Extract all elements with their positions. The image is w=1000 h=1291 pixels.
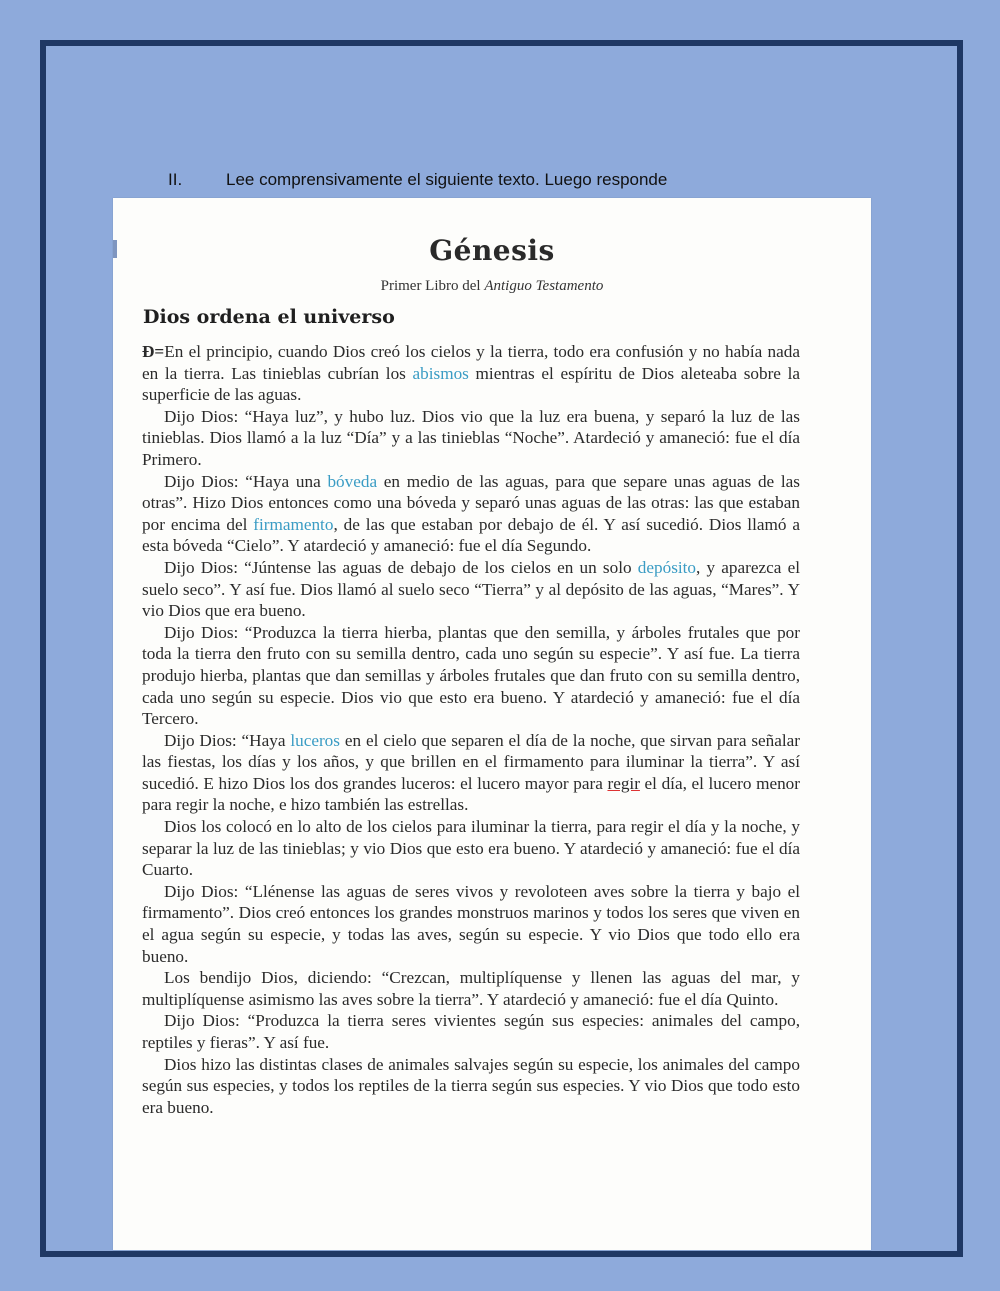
document-title: Génesis bbox=[429, 234, 555, 267]
text-run: , y aparezca el suelo seco”. Y así fue. Dios llamó al suelo seco “Tierra” y al depósito de las aguas, “Mares”. Y vio Dios que era bueno. bbox=[142, 557, 800, 621]
document-subtitle bbox=[113, 278, 871, 295]
text-run: el día, el lucero menor para regir la noche, e hizo también las estrellas. bbox=[142, 773, 800, 815]
keyword-boveda: bóveda bbox=[327, 471, 378, 491]
paragraph bbox=[142, 471, 800, 557]
underlined-word: regir bbox=[607, 773, 640, 793]
body-text bbox=[142, 341, 800, 1118]
keyword-abismos: abismos bbox=[412, 363, 469, 383]
paragraph bbox=[142, 557, 800, 622]
paragraph bbox=[142, 730, 800, 816]
text-run: Dijo Dios: “Haya bbox=[164, 730, 291, 750]
section-heading: Dios ordena el universo bbox=[143, 306, 395, 328]
paragraph: Los bendijo Dios, diciendo: “Crezcan, multiplíquense y llenen las aguas del mar, y multiplíquense asimismo las aves sobre la tierra”. Y atardeció y amaneció: fue el día Quinto. bbox=[142, 968, 800, 1009]
verse-marker: Ð= bbox=[142, 342, 165, 361]
paragraph bbox=[142, 341, 800, 406]
keyword-deposito: depósito bbox=[637, 557, 697, 577]
instruction-number: II. bbox=[168, 170, 183, 189]
paragraph: Dijo Dios: “Produzca la tierra hierba, plantas que den semilla, y árboles frutales que por toda la tierra den fruto con su semilla dentro, cada uno según su especie”. Y así fue. La tierra produjo hierba, plantas que dan semillas y árboles frutales que dan fruto con su semilla dentro, cada uno según su especie. Dios vio que esto era bueno. Y atardeció y amaneció: fue el día Tercero. bbox=[142, 622, 800, 729]
instruction-text: Lee comprensivamente el siguiente texto. Luego responde bbox=[226, 170, 668, 189]
keyword-luceros: luceros bbox=[290, 730, 340, 750]
paragraph: Dijo Dios: “Llénense las aguas de seres vivos y revoloteen aves sobre la tierra y bajo el firmamento”. Dios creó entonces los grandes monstruos marinos y todos los seres que viven en el agua según su especie, y todas las aves, según su especie. Y vio Dios que todo ello era bueno. bbox=[142, 881, 800, 966]
text-run: en el cielo que separen el día de la noche, que sirvan para señalar las fiestas, los días y los años, y que brillen en el firmamento para iluminar la tierra”. Y así sucedió. E hizo Dios los dos grandes luceros: el lucero mayor para bbox=[142, 730, 800, 793]
paragraph: Dios los colocó en lo alto de los cielos para iluminar la tierra, para regir el día y la noche, y separar la luz de las tinieblas; y vio Dios que esto era bueno. Y atardeció y amaneció: fue el día Cuarto. bbox=[142, 817, 800, 880]
paragraph: Dijo Dios: “Haya luz”, y hubo luz. Dios vio que la luz era buena, y separó la luz de las tinieblas. Dios llamó a la luz “Día” y a las tinieblas “Noche”. Atardeció y amaneció: fue el día Primero. bbox=[142, 406, 800, 469]
text-run: , de las que estaban por debajo de él. Y así sucedió. Dios llamó a esta bóveda “Cielo”. Y atardeció y amaneció: fue el día Segundo. bbox=[142, 514, 800, 556]
text-run: En el principio, cuando Dios creó los cielos y la tierra, todo era confusión y no había nada en la tierra. Las tinieblas cubrían los bbox=[142, 342, 800, 383]
scanned-text-page bbox=[113, 198, 871, 1250]
text-run: mientras el espíritu de Dios aleteaba sobre la superficie de las aguas. bbox=[142, 363, 800, 405]
text-run: en medio de las aguas, para que separe unas aguas de las otras”. Hizo Dios entonces como una bóveda y separó unas aguas de las otras: las que estaban por encima del bbox=[142, 471, 800, 534]
text-run: Dijo Dios: “Haya una bbox=[164, 471, 328, 491]
subtitle-italic: Antiguo Testamento bbox=[484, 278, 604, 294]
text-run: Dijo Dios: “Júntense las aguas de debajo de los cielos en un solo bbox=[164, 557, 638, 577]
subtitle-prefix: Primer Libro del bbox=[380, 278, 485, 294]
paragraph: Dios hizo las distintas clases de animales salvajes según su especie, los animales del campo según sus especies, y todos los reptiles de la tierra según sus especies. Y vio Dios que todo esto era bueno. bbox=[142, 1054, 800, 1117]
keyword-firmamento: firmamento bbox=[253, 514, 334, 534]
paragraph: Dijo Dios: “Produzca la tierra seres vivientes según sus especies: animales del campo, reptiles y fieras”. Y así fue. bbox=[142, 1011, 800, 1052]
instruction bbox=[168, 170, 667, 190]
